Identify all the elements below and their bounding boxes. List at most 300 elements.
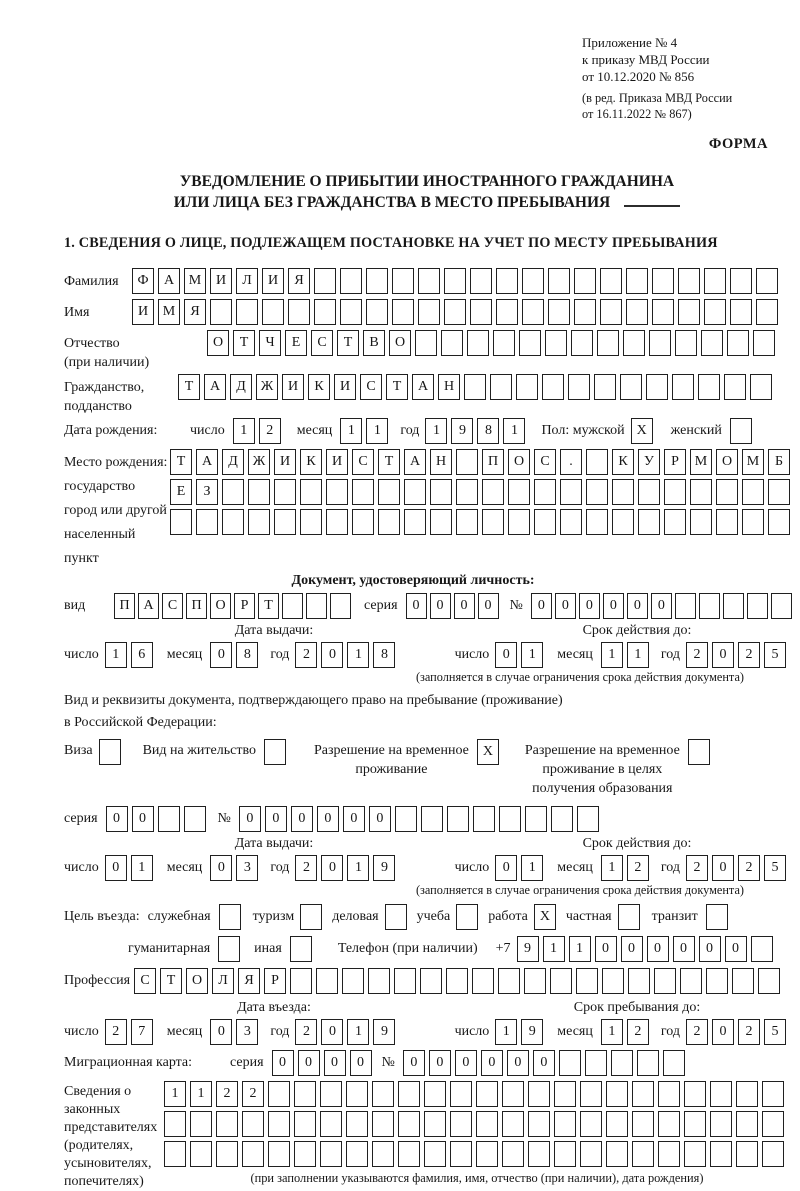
purpose-business-checkbox[interactable] — [385, 904, 411, 930]
char-cell[interactable] — [415, 330, 437, 356]
char-cell[interactable]: 0 — [317, 806, 339, 832]
sex-female-checkbox[interactable] — [730, 418, 756, 444]
char-cell[interactable]: 0 — [350, 1050, 372, 1076]
char-cell[interactable]: 8 — [373, 642, 395, 668]
char-cell[interactable]: 2 — [627, 1019, 649, 1045]
char-cell[interactable]: 0 — [712, 855, 734, 881]
char-cell[interactable] — [698, 374, 720, 400]
char-cell[interactable]: М — [742, 449, 764, 475]
char-cell[interactable] — [574, 299, 596, 325]
char-cell[interactable] — [522, 268, 544, 294]
char-cell[interactable]: 1 — [601, 1019, 623, 1045]
char-cell[interactable] — [320, 1111, 342, 1137]
char-cell[interactable]: 1 — [503, 418, 525, 444]
char-cell[interactable] — [366, 299, 388, 325]
char-cell[interactable]: 9 — [373, 1019, 395, 1045]
char-cell[interactable]: 0 — [298, 1050, 320, 1076]
char-cell[interactable]: Б — [768, 449, 790, 475]
char-cell[interactable] — [404, 479, 426, 505]
char-cell[interactable] — [632, 1141, 654, 1167]
char-cell[interactable] — [574, 268, 596, 294]
char-cell[interactable] — [320, 1141, 342, 1167]
char-cell[interactable] — [742, 509, 764, 535]
char-cell[interactable]: 3 — [236, 1019, 258, 1045]
char-cell[interactable] — [395, 806, 417, 832]
char-cell[interactable] — [756, 299, 778, 325]
char-cell[interactable] — [300, 509, 322, 535]
char-cell[interactable] — [346, 1081, 368, 1107]
char-cell[interactable]: Ж — [248, 449, 270, 475]
char-cell[interactable]: О — [186, 968, 208, 994]
char-cell[interactable] — [716, 479, 738, 505]
char-cell[interactable] — [560, 479, 582, 505]
char-cell[interactable] — [262, 299, 284, 325]
char-cell[interactable]: 0 — [369, 806, 391, 832]
char-cell[interactable] — [522, 299, 544, 325]
char-cell[interactable] — [424, 1141, 446, 1167]
char-cell[interactable] — [730, 299, 752, 325]
char-cell[interactable]: 1 — [347, 855, 369, 881]
char-cell[interactable]: Т — [378, 449, 400, 475]
char-cell[interactable] — [502, 1111, 524, 1137]
char-cell[interactable] — [476, 1111, 498, 1137]
char-cell[interactable] — [398, 1081, 420, 1107]
char-cell[interactable]: С — [311, 330, 333, 356]
char-cell[interactable] — [470, 268, 492, 294]
char-cell[interactable] — [756, 268, 778, 294]
char-cell[interactable] — [290, 968, 312, 994]
char-cell[interactable] — [450, 1141, 472, 1167]
temp-permit-checkbox[interactable] — [477, 739, 503, 765]
char-cell[interactable]: О — [207, 330, 229, 356]
char-cell[interactable]: 0 — [239, 806, 261, 832]
char-cell[interactable]: 0 — [321, 642, 343, 668]
char-cell[interactable]: 5 — [764, 855, 786, 881]
char-cell[interactable]: О — [210, 593, 231, 619]
char-cell[interactable]: Я — [184, 299, 206, 325]
residence-valid-month[interactable] — [601, 855, 653, 881]
phone-boxes[interactable] — [517, 936, 777, 962]
char-cell[interactable] — [378, 479, 400, 505]
char-cell[interactable]: 1 — [233, 418, 255, 444]
char-cell[interactable]: И — [282, 374, 304, 400]
char-cell[interactable]: X — [477, 739, 499, 765]
char-cell[interactable] — [493, 330, 515, 356]
char-cell[interactable] — [190, 1111, 212, 1137]
char-cell[interactable]: 2 — [686, 855, 708, 881]
char-cell[interactable] — [216, 1141, 238, 1167]
char-cell[interactable] — [710, 1141, 732, 1167]
char-cell[interactable]: М — [184, 268, 206, 294]
char-cell[interactable]: 1 — [164, 1081, 186, 1107]
char-cell[interactable] — [672, 374, 694, 400]
sex-male-checkbox[interactable] — [631, 418, 657, 444]
citizenship-boxes[interactable] — [178, 374, 776, 400]
char-cell[interactable]: 1 — [543, 936, 565, 962]
char-cell[interactable]: П — [114, 593, 135, 619]
char-cell[interactable]: А — [204, 374, 226, 400]
char-cell[interactable] — [580, 1141, 602, 1167]
char-cell[interactable] — [528, 1081, 550, 1107]
char-cell[interactable] — [606, 1081, 628, 1107]
doc-series-boxes[interactable] — [406, 593, 502, 619]
char-cell[interactable] — [398, 1111, 420, 1137]
char-cell[interactable] — [476, 1081, 498, 1107]
birth-place-row1[interactable] — [170, 449, 794, 475]
char-cell[interactable] — [706, 904, 728, 930]
char-cell[interactable] — [560, 509, 582, 535]
residence-series-boxes[interactable] — [106, 806, 210, 832]
char-cell[interactable] — [340, 299, 362, 325]
birth-place-row2[interactable] — [170, 479, 794, 505]
profession-boxes[interactable] — [134, 968, 784, 994]
residence-number-boxes[interactable] — [239, 806, 603, 832]
char-cell[interactable] — [652, 268, 674, 294]
purpose-official-checkbox[interactable] — [219, 904, 245, 930]
char-cell[interactable] — [222, 479, 244, 505]
char-cell[interactable]: 6 — [131, 642, 153, 668]
char-cell[interactable]: З — [196, 479, 218, 505]
char-cell[interactable]: 0 — [430, 593, 451, 619]
purpose-study-checkbox[interactable] — [456, 904, 482, 930]
char-cell[interactable]: 0 — [321, 1019, 343, 1045]
char-cell[interactable]: 2 — [686, 1019, 708, 1045]
char-cell[interactable]: 1 — [601, 855, 623, 881]
char-cell[interactable] — [430, 509, 452, 535]
char-cell[interactable]: 0 — [531, 593, 552, 619]
doc-valid-day[interactable] — [495, 642, 547, 668]
char-cell[interactable]: 0 — [555, 593, 576, 619]
char-cell[interactable]: И — [274, 449, 296, 475]
char-cell[interactable] — [294, 1111, 316, 1137]
char-cell[interactable]: П — [186, 593, 207, 619]
doc-number-boxes[interactable] — [531, 593, 795, 619]
char-cell[interactable]: Т — [170, 449, 192, 475]
char-cell[interactable]: Н — [430, 449, 452, 475]
char-cell[interactable]: 9 — [373, 855, 395, 881]
char-cell[interactable] — [372, 1141, 394, 1167]
char-cell[interactable] — [586, 449, 608, 475]
char-cell[interactable] — [716, 509, 738, 535]
char-cell[interactable]: И — [334, 374, 356, 400]
char-cell[interactable] — [470, 299, 492, 325]
char-cell[interactable] — [316, 968, 338, 994]
entry-year[interactable] — [295, 1019, 399, 1045]
char-cell[interactable] — [628, 968, 650, 994]
char-cell[interactable]: 2 — [738, 855, 760, 881]
char-cell[interactable]: 2 — [738, 642, 760, 668]
char-cell[interactable] — [542, 374, 564, 400]
residence-valid-day[interactable] — [495, 855, 547, 881]
char-cell[interactable] — [508, 509, 530, 535]
char-cell[interactable]: О — [716, 449, 738, 475]
char-cell[interactable]: С — [534, 449, 556, 475]
char-cell[interactable]: А — [404, 449, 426, 475]
char-cell[interactable] — [210, 299, 232, 325]
char-cell[interactable]: 0 — [495, 642, 517, 668]
char-cell[interactable]: Л — [236, 268, 258, 294]
purpose-work-checkbox[interactable] — [534, 904, 560, 930]
char-cell[interactable]: 9 — [521, 1019, 543, 1045]
char-cell[interactable]: 0 — [699, 936, 721, 962]
char-cell[interactable] — [550, 968, 572, 994]
char-cell[interactable] — [736, 1081, 758, 1107]
char-cell[interactable]: 0 — [265, 806, 287, 832]
char-cell[interactable] — [274, 479, 296, 505]
char-cell[interactable] — [724, 374, 746, 400]
char-cell[interactable] — [444, 268, 466, 294]
char-cell[interactable] — [680, 968, 702, 994]
birth-month-boxes[interactable] — [340, 418, 392, 444]
char-cell[interactable]: И — [262, 268, 284, 294]
char-cell[interactable]: 1 — [340, 418, 362, 444]
char-cell[interactable]: 0 — [627, 593, 648, 619]
char-cell[interactable] — [753, 330, 775, 356]
char-cell[interactable] — [652, 299, 674, 325]
char-cell[interactable]: 9 — [451, 418, 473, 444]
char-cell[interactable] — [612, 479, 634, 505]
char-cell[interactable]: Р — [234, 593, 255, 619]
char-cell[interactable]: Л — [212, 968, 234, 994]
char-cell[interactable] — [597, 330, 619, 356]
char-cell[interactable] — [710, 1081, 732, 1107]
char-cell[interactable]: Е — [170, 479, 192, 505]
char-cell[interactable]: 1 — [366, 418, 388, 444]
char-cell[interactable]: 2 — [105, 1019, 127, 1045]
char-cell[interactable]: Ф — [132, 268, 154, 294]
char-cell[interactable]: 2 — [738, 1019, 760, 1045]
char-cell[interactable] — [612, 509, 634, 535]
char-cell[interactable] — [675, 330, 697, 356]
char-cell[interactable] — [632, 1111, 654, 1137]
char-cell[interactable]: О — [508, 449, 530, 475]
char-cell[interactable]: Я — [288, 268, 310, 294]
char-cell[interactable]: М — [158, 299, 180, 325]
char-cell[interactable]: В — [363, 330, 385, 356]
char-cell[interactable]: 0 — [507, 1050, 529, 1076]
char-cell[interactable] — [732, 968, 754, 994]
char-cell[interactable] — [710, 1111, 732, 1137]
char-cell[interactable] — [326, 479, 348, 505]
char-cell[interactable] — [450, 1111, 472, 1137]
char-cell[interactable] — [768, 479, 790, 505]
char-cell[interactable]: И — [326, 449, 348, 475]
char-cell[interactable]: Т — [337, 330, 359, 356]
char-cell[interactable] — [528, 1111, 550, 1137]
char-cell[interactable]: 0 — [478, 593, 499, 619]
char-cell[interactable] — [398, 1141, 420, 1167]
char-cell[interactable] — [430, 479, 452, 505]
char-cell[interactable] — [464, 374, 486, 400]
char-cell[interactable] — [236, 299, 258, 325]
char-cell[interactable]: Т — [386, 374, 408, 400]
residence-issue-year[interactable] — [295, 855, 399, 881]
char-cell[interactable]: А — [196, 449, 218, 475]
char-cell[interactable] — [554, 1141, 576, 1167]
char-cell[interactable] — [678, 268, 700, 294]
char-cell[interactable] — [184, 806, 206, 832]
surname-boxes[interactable] — [132, 268, 782, 294]
char-cell[interactable] — [496, 299, 518, 325]
char-cell[interactable] — [420, 968, 442, 994]
char-cell[interactable] — [534, 509, 556, 535]
char-cell[interactable]: С — [134, 968, 156, 994]
char-cell[interactable] — [551, 806, 573, 832]
stay-month[interactable] — [601, 1019, 653, 1045]
char-cell[interactable] — [444, 299, 466, 325]
residence-issue-day[interactable] — [105, 855, 157, 881]
char-cell[interactable] — [649, 330, 671, 356]
char-cell[interactable] — [294, 1081, 316, 1107]
char-cell[interactable]: 1 — [425, 418, 447, 444]
char-cell[interactable] — [222, 509, 244, 535]
char-cell[interactable] — [502, 1081, 524, 1107]
char-cell[interactable] — [704, 268, 726, 294]
char-cell[interactable] — [385, 904, 407, 930]
doc-valid-month[interactable] — [601, 642, 653, 668]
char-cell[interactable] — [219, 904, 241, 930]
char-cell[interactable] — [611, 1050, 633, 1076]
char-cell[interactable] — [264, 739, 286, 765]
char-cell[interactable] — [418, 268, 440, 294]
char-cell[interactable] — [727, 330, 749, 356]
char-cell[interactable] — [618, 904, 640, 930]
char-cell[interactable] — [456, 449, 478, 475]
char-cell[interactable] — [600, 299, 622, 325]
char-cell[interactable] — [290, 936, 312, 962]
char-cell[interactable] — [548, 268, 570, 294]
char-cell[interactable]: 8 — [236, 642, 258, 668]
char-cell[interactable] — [294, 1141, 316, 1167]
char-cell[interactable]: 0 — [495, 855, 517, 881]
char-cell[interactable]: 3 — [236, 855, 258, 881]
char-cell[interactable]: И — [132, 299, 154, 325]
char-cell[interactable] — [190, 1141, 212, 1167]
char-cell[interactable] — [340, 268, 362, 294]
char-cell[interactable] — [554, 1111, 576, 1137]
purpose-other-checkbox[interactable] — [290, 936, 316, 962]
birth-year-boxes[interactable] — [425, 418, 529, 444]
char-cell[interactable] — [606, 1141, 628, 1167]
doc-valid-year[interactable] — [686, 642, 790, 668]
char-cell[interactable] — [456, 479, 478, 505]
char-cell[interactable] — [577, 806, 599, 832]
char-cell[interactable] — [730, 418, 752, 444]
char-cell[interactable]: 0 — [712, 1019, 734, 1045]
char-cell[interactable] — [675, 593, 696, 619]
char-cell[interactable]: 2 — [216, 1081, 238, 1107]
char-cell[interactable] — [768, 509, 790, 535]
char-cell[interactable] — [580, 1081, 602, 1107]
char-cell[interactable] — [723, 593, 744, 619]
char-cell[interactable]: 5 — [764, 1019, 786, 1045]
char-cell[interactable] — [392, 299, 414, 325]
char-cell[interactable]: 2 — [295, 855, 317, 881]
char-cell[interactable] — [342, 968, 364, 994]
char-cell[interactable]: Р — [664, 449, 686, 475]
char-cell[interactable] — [404, 509, 426, 535]
char-cell[interactable] — [771, 593, 792, 619]
char-cell[interactable] — [730, 268, 752, 294]
char-cell[interactable] — [690, 479, 712, 505]
char-cell[interactable] — [751, 936, 773, 962]
entry-day[interactable] — [105, 1019, 157, 1045]
char-cell[interactable]: 7 — [131, 1019, 153, 1045]
char-cell[interactable]: 8 — [477, 418, 499, 444]
char-cell[interactable]: 0 — [403, 1050, 425, 1076]
char-cell[interactable]: К — [300, 449, 322, 475]
char-cell[interactable] — [306, 593, 327, 619]
char-cell[interactable]: Р — [264, 968, 286, 994]
char-cell[interactable]: 1 — [190, 1081, 212, 1107]
char-cell[interactable] — [602, 968, 624, 994]
char-cell[interactable]: К — [612, 449, 634, 475]
char-cell[interactable] — [747, 593, 768, 619]
char-cell[interactable]: 0 — [533, 1050, 555, 1076]
char-cell[interactable] — [626, 268, 648, 294]
char-cell[interactable] — [300, 904, 322, 930]
char-cell[interactable]: Е — [285, 330, 307, 356]
residence-valid-year[interactable] — [686, 855, 790, 881]
entry-month[interactable] — [210, 1019, 262, 1045]
char-cell[interactable] — [576, 968, 598, 994]
char-cell[interactable] — [620, 374, 642, 400]
char-cell[interactable] — [704, 299, 726, 325]
char-cell[interactable] — [288, 299, 310, 325]
char-cell[interactable] — [663, 1050, 685, 1076]
char-cell[interactable] — [99, 739, 121, 765]
given-name-boxes[interactable] — [132, 299, 782, 325]
char-cell[interactable] — [678, 299, 700, 325]
char-cell[interactable] — [372, 1081, 394, 1107]
char-cell[interactable] — [268, 1081, 290, 1107]
doc-kind-boxes[interactable] — [114, 593, 354, 619]
purpose-private-checkbox[interactable] — [618, 904, 644, 930]
char-cell[interactable] — [638, 479, 660, 505]
char-cell[interactable]: 0 — [454, 593, 475, 619]
char-cell[interactable] — [594, 374, 616, 400]
char-cell[interactable] — [242, 1141, 264, 1167]
char-cell[interactable]: 2 — [627, 855, 649, 881]
char-cell[interactable] — [580, 1111, 602, 1137]
char-cell[interactable]: 0 — [725, 936, 747, 962]
char-cell[interactable] — [742, 479, 764, 505]
char-cell[interactable] — [320, 1081, 342, 1107]
char-cell[interactable]: 0 — [647, 936, 669, 962]
char-cell[interactable]: С — [352, 449, 374, 475]
char-cell[interactable]: 2 — [242, 1081, 264, 1107]
char-cell[interactable] — [300, 479, 322, 505]
representatives-row3[interactable] — [164, 1141, 790, 1167]
char-cell[interactable]: 0 — [579, 593, 600, 619]
char-cell[interactable] — [490, 374, 512, 400]
char-cell[interactable] — [658, 1141, 680, 1167]
char-cell[interactable]: 1 — [627, 642, 649, 668]
char-cell[interactable]: А — [158, 268, 180, 294]
char-cell[interactable] — [346, 1111, 368, 1137]
char-cell[interactable]: 2 — [295, 1019, 317, 1045]
char-cell[interactable] — [684, 1111, 706, 1137]
char-cell[interactable] — [394, 968, 416, 994]
char-cell[interactable] — [525, 806, 547, 832]
char-cell[interactable] — [758, 968, 780, 994]
char-cell[interactable] — [274, 509, 296, 535]
char-cell[interactable]: 0 — [712, 642, 734, 668]
char-cell[interactable] — [688, 739, 710, 765]
char-cell[interactable]: 5 — [764, 642, 786, 668]
char-cell[interactable] — [314, 299, 336, 325]
char-cell[interactable] — [571, 330, 593, 356]
